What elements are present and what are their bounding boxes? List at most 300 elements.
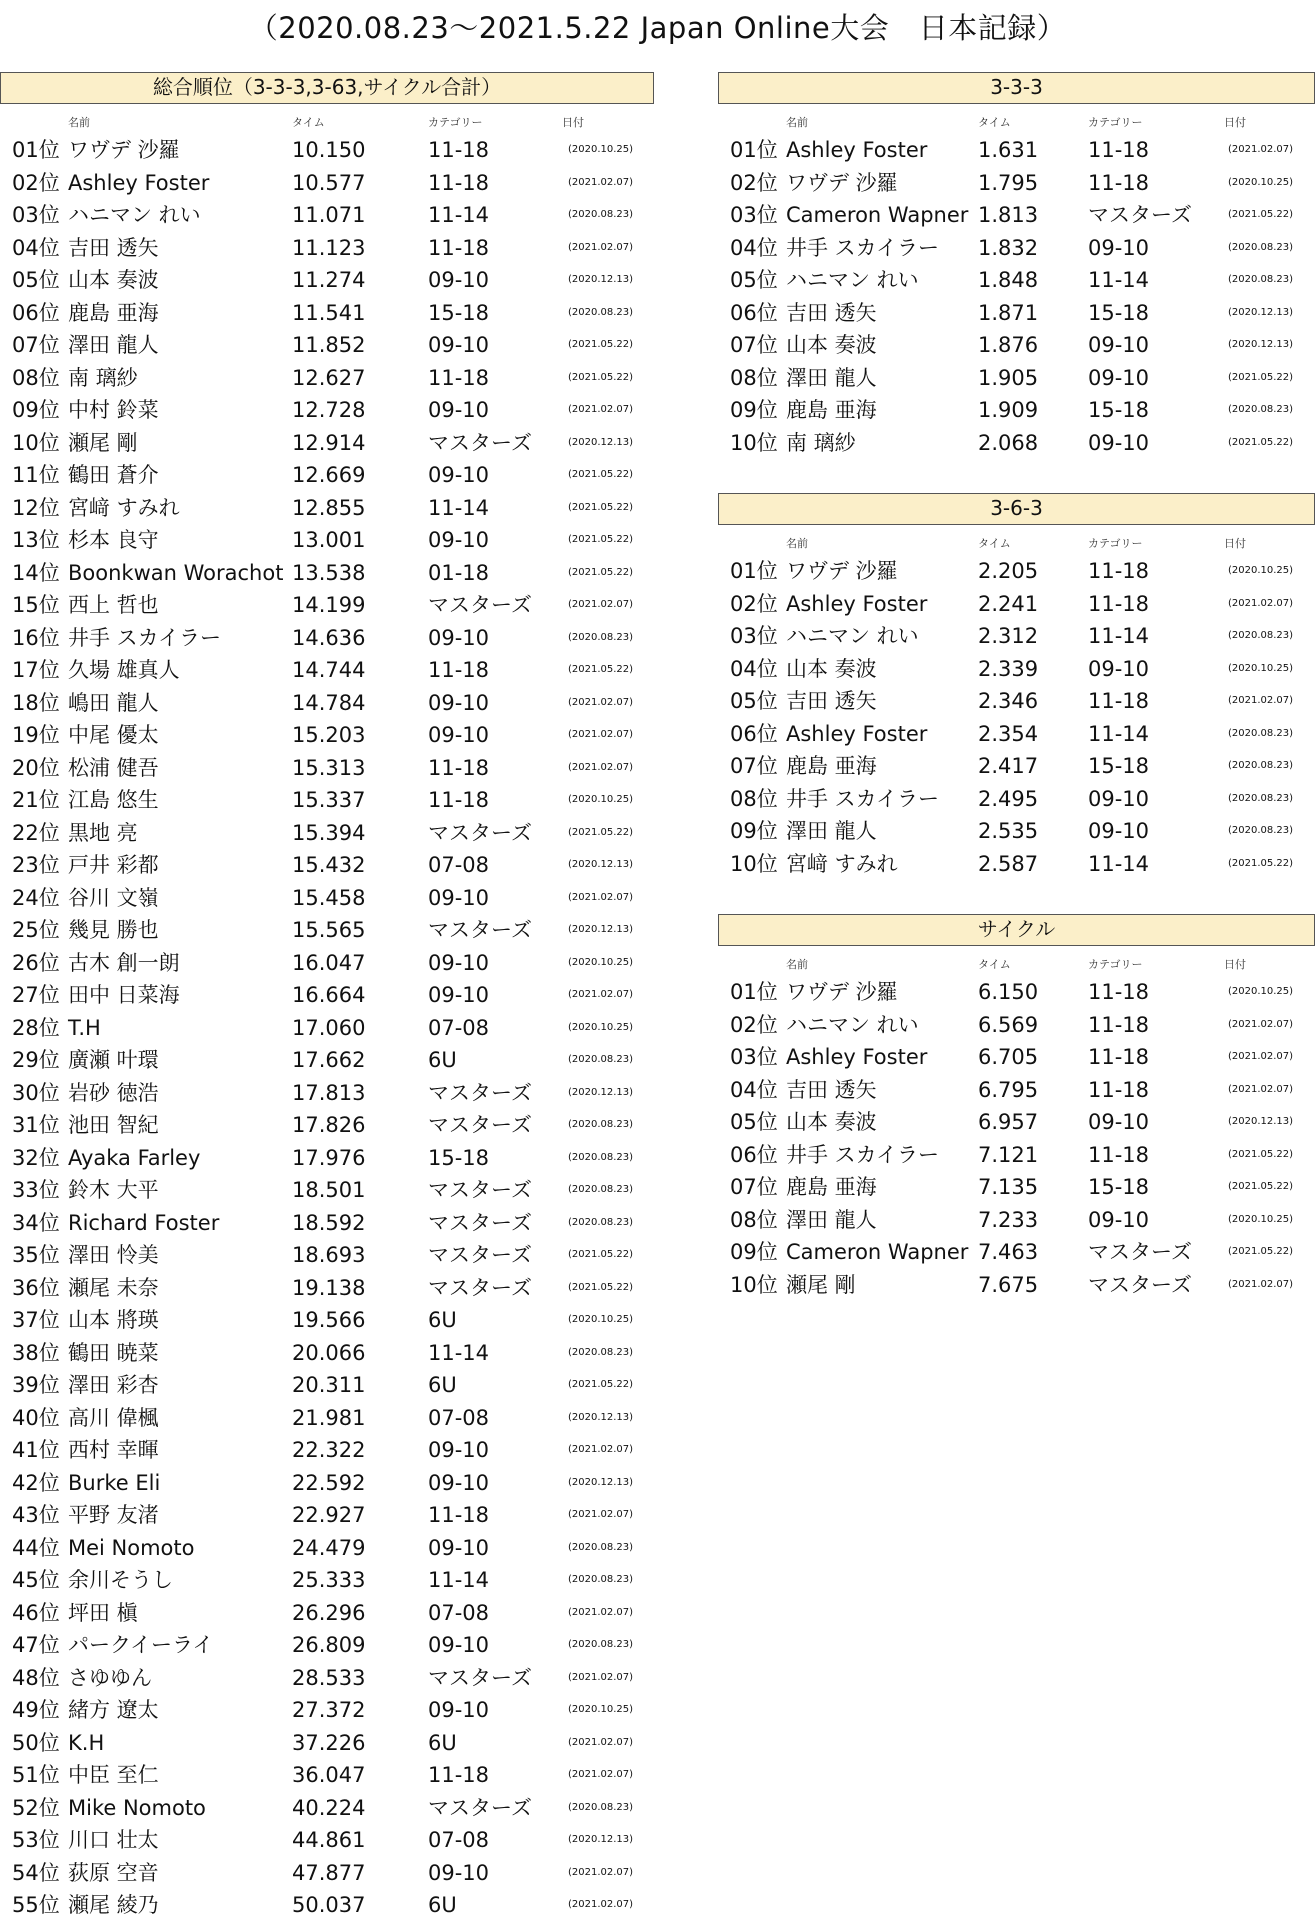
row-date: (2020.08.23) (1228, 630, 1294, 641)
row-name: 西村 幸暉 (68, 1438, 159, 1462)
row-name: 澤田 怜美 (68, 1243, 159, 1267)
row-rank: 41位 (12, 1438, 60, 1462)
table-row (0, 329, 654, 362)
table-row (0, 1109, 654, 1142)
row-category: マスターズ (428, 1243, 532, 1267)
row-time: 15.458 (292, 885, 366, 910)
row-rank: 04位 (12, 235, 60, 260)
row-category: 11-18 (428, 1763, 490, 1787)
row-rank: 52位 (12, 1795, 60, 1820)
row-time: 2.339 (978, 656, 1039, 681)
table-row (0, 1662, 654, 1695)
row-category: マスターズ (428, 1275, 532, 1300)
row-name: 杉本 良守 (68, 528, 159, 552)
row-category: マスターズ (428, 918, 532, 942)
row-time: 2.205 (978, 559, 1039, 583)
table-row (0, 1207, 654, 1240)
row-date: (2021.05.22) (1228, 1148, 1294, 1160)
row-time: 18.592 (292, 1210, 366, 1235)
table-row (0, 1792, 654, 1825)
row-category: 09-10 (428, 885, 490, 910)
column-header-name: 名前 (786, 116, 808, 129)
row-date: (2020.08.23) (568, 1541, 634, 1553)
row-name: 吉田 透矢 (786, 1077, 877, 1102)
table-row (0, 1044, 654, 1077)
row-category: 11-18 (1088, 138, 1150, 162)
row-time: 2.241 (978, 591, 1039, 616)
table-row (718, 620, 1315, 653)
table-row (0, 459, 654, 492)
row-date: (2020.08.23) (568, 1151, 634, 1163)
row-date: (2021.02.07) (1228, 144, 1294, 155)
overall-ranking-panel (0, 72, 654, 1922)
row-date: (2021.05.22) (568, 534, 634, 545)
table-row (0, 1402, 654, 1435)
row-date: (2021.02.07) (568, 1769, 634, 1780)
row-time: 6.705 (978, 1045, 1039, 1069)
row-time: 2.535 (978, 819, 1039, 843)
row-date: (2020.12.13) (568, 1411, 634, 1423)
row-name: 松浦 健吾 (68, 755, 159, 780)
row-rank: 28位 (12, 1015, 60, 1040)
row-date: (2020.12.13) (1228, 1116, 1294, 1127)
table-row (0, 264, 654, 297)
table-row (718, 362, 1315, 395)
row-time: 12.914 (292, 430, 366, 455)
row-time: 14.199 (292, 593, 366, 617)
row-date: (2021.05.22) (568, 566, 634, 578)
row-category: 11-18 (428, 365, 490, 390)
row-category: 09-10 (428, 1470, 490, 1495)
event-cycle-rows (718, 976, 1315, 1301)
row-date: (2020.10.25) (1228, 662, 1294, 674)
table-row (718, 232, 1315, 265)
row-rank: 55位 (12, 1893, 60, 1917)
row-rank: 12位 (12, 495, 60, 520)
row-rank: 03位 (730, 203, 778, 227)
row-name: 澤田 龍人 (786, 819, 877, 843)
row-time: 14.744 (292, 658, 366, 682)
row-category: 09-10 (428, 398, 490, 422)
row-category: 09-10 (428, 983, 490, 1007)
row-time: 2.068 (978, 430, 1039, 455)
row-time: 13.538 (292, 560, 366, 585)
row-time: 17.976 (292, 1145, 366, 1170)
row-name: Richard Foster (68, 1210, 220, 1235)
row-category: 11-18 (1088, 1012, 1150, 1037)
row-rank: 05位 (730, 689, 778, 713)
row-name: 吉田 透矢 (68, 235, 159, 260)
row-time: 1.909 (978, 398, 1039, 422)
table-row (0, 1369, 654, 1402)
table-row (0, 914, 654, 947)
table-row (718, 848, 1315, 881)
row-time: 40.224 (292, 1795, 366, 1820)
table-row (718, 653, 1315, 686)
table-row (0, 687, 654, 720)
table-row (718, 750, 1315, 783)
row-time: 17.826 (292, 1113, 366, 1137)
row-rank: 46位 (12, 1600, 60, 1625)
row-date: (2020.08.23) (1228, 274, 1294, 285)
row-category: 09-10 (428, 268, 490, 292)
row-rank: 29位 (12, 1048, 60, 1072)
row-category: マスターズ (1088, 203, 1192, 227)
row-name: 澤田 龍人 (786, 365, 877, 390)
row-name: 鹿島 亜海 (786, 1175, 877, 1199)
column-headers (718, 535, 1315, 555)
row-date: (2020.10.25) (1228, 565, 1294, 576)
row-rank: 47位 (12, 1633, 60, 1657)
row-time: 16.047 (292, 950, 366, 975)
table-row (718, 815, 1315, 848)
table-row (0, 524, 654, 557)
table-row (0, 654, 654, 687)
row-category: 11-14 (428, 203, 490, 227)
table-row (0, 1239, 654, 1272)
row-category: 15-18 (428, 1145, 490, 1170)
table-row (0, 1597, 654, 1630)
row-name: 余川そうし (68, 1568, 173, 1592)
row-category: マスターズ (1088, 1272, 1192, 1297)
row-time: 1.813 (978, 203, 1039, 227)
row-name: 鹿島 亜海 (786, 398, 877, 422)
event-333-header: 3-3-3 (718, 72, 1315, 104)
row-name: 戸井 彩都 (68, 853, 159, 877)
row-category: 09-10 (428, 625, 490, 650)
row-date: (2020.08.23) (568, 1639, 634, 1650)
row-time: 15.565 (292, 918, 366, 942)
row-rank: 32位 (12, 1145, 60, 1170)
row-time: 26.296 (292, 1600, 366, 1625)
row-date: (2020.08.23) (568, 1801, 634, 1813)
row-category: 11-18 (1088, 689, 1150, 713)
row-time: 21.981 (292, 1405, 366, 1430)
row-rank: 01位 (730, 138, 778, 162)
row-time: 1.871 (978, 300, 1039, 325)
row-name: Burke Eli (68, 1470, 161, 1495)
row-rank: 22位 (12, 820, 60, 845)
row-rank: 09位 (730, 1240, 778, 1264)
row-category: マスターズ (428, 1665, 532, 1690)
row-rank: 15位 (12, 593, 60, 617)
row-name: ワヴデ 沙羅 (786, 170, 898, 195)
column-headers (718, 114, 1315, 134)
row-category: 11-18 (428, 170, 490, 195)
row-name: 平野 友渚 (68, 1503, 159, 1527)
row-name: ハニマン れい (786, 1012, 919, 1037)
table-row (0, 752, 654, 785)
row-category: 11-14 (428, 1340, 490, 1365)
column-header-category: カテゴリー (428, 116, 483, 129)
row-rank: 38位 (12, 1340, 60, 1365)
row-rank: 01位 (12, 138, 60, 162)
row-category: 09-10 (1088, 786, 1150, 811)
table-row (718, 1106, 1315, 1139)
row-name: 田中 日菜海 (68, 983, 180, 1007)
table-row (0, 167, 654, 200)
table-row (0, 1759, 654, 1792)
table-row (718, 427, 1315, 460)
row-rank: 08位 (12, 365, 60, 390)
table-row (0, 947, 654, 980)
row-date: (2021.05.22) (568, 1281, 634, 1293)
row-time: 15.313 (292, 755, 366, 780)
row-rank: 03位 (12, 203, 60, 227)
table-row (718, 1269, 1315, 1302)
row-rank: 53位 (12, 1828, 60, 1852)
row-date: (2020.08.23) (568, 1054, 634, 1065)
table-row (0, 427, 654, 460)
row-name: 川口 壮太 (68, 1828, 159, 1852)
event-363-panel (718, 493, 1315, 880)
row-date: (2021.02.07) (568, 1899, 634, 1910)
row-name: 瀬尾 綾乃 (68, 1893, 159, 1917)
row-time: 1.905 (978, 365, 1039, 390)
row-rank: 31位 (12, 1113, 60, 1137)
row-date: (2020.08.23) (568, 631, 634, 643)
row-time: 11.123 (292, 235, 366, 260)
row-category: 07-08 (428, 853, 490, 877)
table-row (0, 1889, 654, 1922)
row-category: 6U (428, 1048, 457, 1072)
column-header-category: カテゴリー (1088, 116, 1143, 129)
row-time: 50.037 (292, 1893, 366, 1917)
row-time: 14.636 (292, 625, 366, 650)
row-name: 山本 奏波 (786, 656, 877, 681)
table-row (0, 882, 654, 915)
row-rank: 30位 (12, 1080, 60, 1105)
row-rank: 10位 (730, 1272, 778, 1297)
row-category: 15-18 (1088, 1175, 1150, 1199)
row-name: 嶋田 龍人 (68, 690, 159, 715)
row-name: 中村 鈴菜 (68, 398, 159, 422)
row-category: 6U (428, 1373, 457, 1397)
row-category: マスターズ (428, 1080, 532, 1105)
row-date: (2021.02.07) (568, 696, 634, 708)
column-header-time: タイム (292, 116, 325, 129)
row-time: 14.784 (292, 690, 366, 715)
row-rank: 08位 (730, 786, 778, 811)
row-category: 11-18 (428, 138, 490, 162)
row-time: 11.071 (292, 203, 366, 227)
row-category: 11-18 (428, 755, 490, 780)
event-363-header: 3-6-3 (718, 493, 1315, 525)
overall-rows (0, 134, 654, 1922)
row-date: (2021.02.07) (568, 1509, 634, 1520)
row-name: K.H (68, 1730, 105, 1755)
row-rank: 05位 (730, 1110, 778, 1134)
row-time: 11.852 (292, 333, 366, 357)
column-headers (718, 956, 1315, 976)
row-rank: 01位 (730, 559, 778, 583)
row-category: マスターズ (428, 1178, 532, 1202)
row-category: 09-10 (1088, 235, 1150, 260)
row-category: 11-14 (428, 1568, 490, 1592)
column-header-date: 日付 (1224, 958, 1246, 971)
row-name: 池田 智紀 (68, 1113, 159, 1137)
row-date: (2021.02.07) (568, 404, 634, 415)
row-category: 15-18 (428, 300, 490, 325)
row-date: (2020.08.23) (568, 1574, 634, 1585)
row-category: 09-10 (1088, 1207, 1150, 1232)
row-time: 16.664 (292, 983, 366, 1007)
event-333-panel (718, 72, 1315, 459)
row-rank: 02位 (730, 1012, 778, 1037)
page-title: （2020.08.23〜2021.5.22 Japan Online大会 日本記録） (248, 11, 1067, 45)
row-date: (2021.02.07) (568, 1671, 634, 1683)
row-category: 09-10 (1088, 1110, 1150, 1134)
row-category: 15-18 (1088, 754, 1150, 778)
row-date: (2020.08.23) (568, 1216, 634, 1228)
row-date: (2021.02.07) (1228, 1051, 1294, 1062)
row-time: 17.813 (292, 1080, 366, 1105)
row-name: Ashley Foster (786, 1045, 928, 1069)
row-rank: 09位 (12, 398, 60, 422)
row-name: 黒地 亮 (68, 820, 138, 845)
row-name: 井手 スカイラー (786, 786, 940, 811)
table-row (0, 849, 654, 882)
row-name: 廣瀬 叶環 (68, 1048, 159, 1072)
row-category: 09-10 (1088, 333, 1150, 357)
row-name: 西上 哲也 (68, 593, 159, 617)
row-category: 6U (428, 1730, 457, 1755)
table-row (0, 589, 654, 622)
row-category: 6U (428, 1893, 457, 1917)
table-row (0, 492, 654, 525)
row-rank: 03位 (730, 1045, 778, 1069)
row-rank: 20位 (12, 755, 60, 780)
row-time: 2.354 (978, 721, 1039, 746)
row-name: Cameron Wapner (786, 203, 969, 227)
column-headers (0, 114, 654, 134)
row-name: 幾見 勝也 (68, 918, 159, 942)
row-date: (2020.10.25) (568, 1314, 634, 1325)
row-name: 山本 奏波 (786, 1110, 877, 1134)
row-date: (2020.12.13) (568, 859, 634, 870)
row-date: (2021.05.22) (568, 664, 634, 675)
row-category: マスターズ (1088, 1240, 1192, 1264)
table-row (0, 1337, 654, 1370)
row-time: 37.226 (292, 1730, 366, 1755)
row-date: (2021.05.22) (568, 501, 634, 513)
column-header-name: 名前 (786, 958, 808, 971)
row-name: 鹿島 亜海 (786, 754, 877, 778)
table-row (718, 394, 1315, 427)
row-time: 2.346 (978, 689, 1039, 713)
row-date: (2021.05.22) (568, 1249, 634, 1260)
row-date: (2021.05.22) (1228, 436, 1294, 448)
row-name: 鈴木 大平 (68, 1178, 159, 1202)
table-row (718, 1139, 1315, 1172)
table-row (0, 1174, 654, 1207)
row-date: (2021.02.07) (568, 1736, 634, 1748)
table-row (0, 1629, 654, 1662)
row-category: マスターズ (428, 1113, 532, 1137)
row-category: 09-10 (1088, 656, 1150, 681)
row-name: 谷川 文嶺 (68, 885, 159, 910)
row-date: (2021.02.07) (568, 761, 634, 773)
row-rank: 10位 (730, 430, 778, 455)
row-category: 11-18 (1088, 1045, 1150, 1069)
table-row (0, 557, 654, 590)
row-category: 11-18 (1088, 591, 1150, 616)
row-date: (2021.05.22) (568, 1379, 634, 1390)
row-name: 井手 スカイラー (786, 1142, 940, 1167)
row-rank: 36位 (12, 1275, 60, 1300)
row-rank: 07位 (12, 333, 60, 357)
table-row (0, 232, 654, 265)
row-rank: 48位 (12, 1665, 60, 1690)
row-rank: 40位 (12, 1405, 60, 1430)
row-name: Ashley Foster (68, 170, 210, 195)
table-row (0, 817, 654, 850)
row-name: 井手 スカイラー (786, 235, 940, 260)
column-header-name: 名前 (68, 116, 90, 129)
row-date: (2020.08.23) (568, 1119, 634, 1130)
row-date: (2020.08.23) (1228, 404, 1294, 415)
row-name: 古木 創一朗 (68, 950, 180, 975)
column-header-date: 日付 (562, 116, 584, 129)
row-name: 南 璃紗 (786, 430, 856, 455)
row-date: (2020.08.23) (1228, 825, 1294, 836)
row-rank: 08位 (730, 1207, 778, 1232)
table-row (0, 362, 654, 395)
row-rank: 27位 (12, 983, 60, 1007)
row-time: 13.001 (292, 528, 366, 552)
row-name: 瀬尾 剛 (68, 430, 138, 455)
row-time: 6.957 (978, 1110, 1039, 1134)
row-category: 09-10 (428, 1535, 490, 1560)
row-time: 6.795 (978, 1077, 1039, 1102)
row-category: 09-10 (1088, 819, 1150, 843)
row-time: 12.627 (292, 365, 366, 390)
row-rank: 04位 (730, 656, 778, 681)
row-category: 09-10 (1088, 365, 1150, 390)
row-rank: 06位 (730, 1142, 778, 1167)
row-time: 1.631 (978, 138, 1039, 162)
row-name: Ayaka Farley (68, 1145, 201, 1170)
row-category: 11-14 (428, 495, 490, 520)
row-time: 20.066 (292, 1340, 366, 1365)
row-rank: 35位 (12, 1243, 60, 1267)
row-date: (2021.05.22) (1228, 371, 1294, 383)
row-rank: 02位 (730, 591, 778, 616)
row-category: 11-18 (1088, 170, 1150, 195)
table-row (0, 1272, 654, 1305)
column-header-time: タイム (978, 958, 1011, 971)
row-category: 09-10 (428, 333, 490, 357)
row-rank: 18位 (12, 690, 60, 715)
row-date: (2021.05.22) (568, 826, 634, 838)
row-date: (2020.08.23) (568, 1346, 634, 1358)
column-header-date: 日付 (1224, 116, 1246, 129)
row-name: Mei Nomoto (68, 1535, 195, 1560)
row-date: (2020.12.13) (568, 436, 634, 448)
row-rank: 26位 (12, 950, 60, 975)
table-row (718, 555, 1315, 588)
row-time: 17.662 (292, 1048, 366, 1072)
row-rank: 54位 (12, 1860, 60, 1885)
row-name: Ashley Foster (786, 591, 928, 616)
row-rank: 24位 (12, 885, 60, 910)
row-date: (2020.08.23) (568, 1184, 634, 1195)
row-date: (2021.02.07) (1228, 1083, 1294, 1095)
row-category: 07-08 (428, 1828, 490, 1852)
row-time: 7.675 (978, 1272, 1039, 1297)
row-category: 09-10 (428, 723, 490, 747)
row-rank: 34位 (12, 1210, 60, 1235)
